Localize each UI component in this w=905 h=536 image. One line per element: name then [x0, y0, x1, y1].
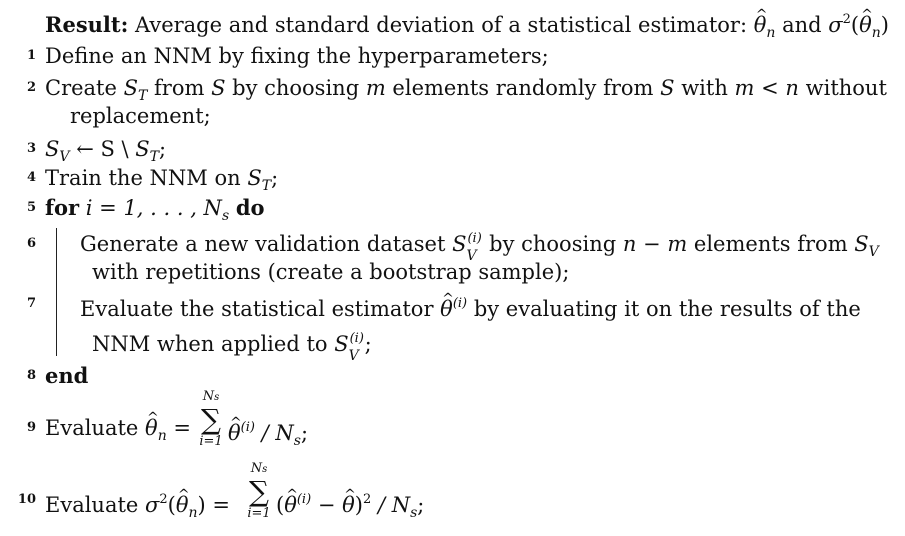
summation-9: Ns ∑ i=1 — [199, 389, 223, 449]
line-number: 1 — [26, 48, 36, 63]
line-number: 2 — [26, 80, 36, 95]
line-number: 8 — [26, 368, 36, 383]
result-text: Average and standard deviation of a statistical estimator: — [128, 13, 754, 37]
loop-indent-bar — [56, 228, 57, 356]
line-number: 10 — [17, 492, 36, 507]
line-number: 6 — [26, 236, 36, 251]
line-number: 3 — [26, 141, 36, 156]
summation-10: Ns ∑ i=1 — [247, 461, 271, 521]
line-number: 5 — [26, 200, 36, 215]
algorithm-block: Result: Average and standard deviation of a statistical estimator: ^ $\theta_n$ and $\sigma^2(\^{}$ $\theta_n$) 1 Define an NNM by fixing the hyperparameters; 2 Create $S_T$ from S by choosing m elements randomly from S with m < n without replacement; 3 $S_V$ ← S \ $S_T$; 4 Train the NNM on $S_T$; 5 for i = 1, . . . , $N_s$ do 6 Generate a new validation dataset S (i) V by choosing n − m elements from $S_V$ with repetitions (create a bootstrap sample); 7 Evaluate the statistical estimator ^ $\theta^{(i)}$ by evaluating it on the results of the NNM when applied to S (i) V ; 8 end 9 Evaluate ^ $\theta_n$ = Ns ∑ i=1 ^ $\theta^{(i)} / N_s$; 10 Evaluate $\sigma^2(\^{}$ $\theta_n$) = Ns ∑ i=1 (^ $\theta^{(i)}$ − ^ $\theta)^2 / N_s$; — [0, 0, 905, 536]
line-number: 9 — [26, 420, 36, 435]
line-number: 4 — [26, 170, 36, 185]
line-number: 7 — [26, 296, 36, 311]
result-label: Result: — [45, 12, 129, 37]
